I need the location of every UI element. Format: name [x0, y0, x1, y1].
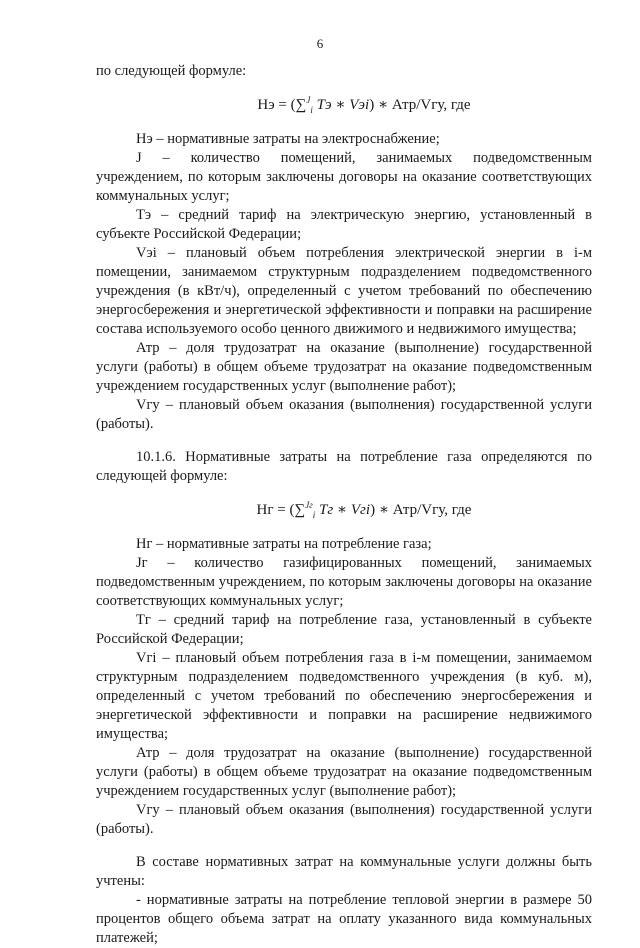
definition-paragraph: Нэ – нормативные затраты на электроснабжение;: [136, 131, 440, 147]
definition-paragraph: Vгу – плановый объем оказания (выполнения) государственной услуги (работы).: [96, 397, 592, 432]
formula-rest: ∗ Атр/Vгу, где: [377, 97, 471, 113]
definition-paragraph: Нг – нормативные затраты на потребление газа;: [136, 536, 432, 552]
section-heading: 10.1.6. Нормативные затраты на потребление газа определяются по следующей формуле:: [96, 449, 592, 484]
formula-intro: по следующей формуле:: [96, 63, 247, 79]
formula-inner: Тэ ∗ Vэi: [316, 97, 370, 113]
definition-paragraph: J – количество помещений, занимаемых подведомственным учреждением, по которым заключены договоры на оказание соответствующих коммунальных услуг;: [96, 150, 592, 204]
definition-paragraph: Jг – количество газифицированных помещений, занимаемых подведомственным учреждением, по которым заключены договоры на оказание соответствующих коммунальных услуг;: [96, 555, 592, 609]
sum-lower: i: [312, 510, 316, 520]
closing-intro: В составе нормативных затрат на коммунальные услуги должны быть учтены:: [96, 854, 592, 889]
page-number: 6: [316, 36, 324, 51]
definition-paragraph: Тэ – средний тариф на электрическую энергию, установленный в субъекте Российской Федерации;: [96, 207, 592, 242]
definition-paragraph: Vэi – плановый объем потребления электрической энергии в i-м помещении, занимаемом структурным подразделением подведомственного учреждения (в кВт/ч), определенный с учетом требований по обеспечению энергосбережения и энергетической эффективности и поправки на расширение состава используемого особо ценного движимого и недвижимого имущества;: [96, 245, 592, 337]
definition-paragraph: Атр – доля трудозатрат на оказание (выполнение) государственной услуги (работы) в общем объеме трудозатрат на оказание подведомственным учреждением государственных услуг (выполнение работ);: [96, 340, 592, 394]
electricity-formula: Нэ = (∑$^J_i$ Тэ ∗ Vэi) ∗ Атр/Vгу, где: [257, 95, 471, 115]
definition-paragraph: Тг – средний тариф на потребление газа, установленный в субъекте Российской Федерации;: [96, 612, 592, 647]
formula-inner: Тг ∗ Vгi: [318, 502, 371, 518]
formula-rest: ∗ Атр/Vгу, где: [378, 502, 472, 518]
sum-lower: i: [310, 105, 313, 115]
formula-lhs: Нг =: [256, 502, 286, 518]
definition-paragraph: Vгу – плановый объем оказания (выполнения) государственной услуги (работы).: [96, 802, 592, 837]
definition-paragraph: Vгi – плановый объем потребления газа в i-м помещении, занимаемом структурным подразделением подведомственного учреждения (в куб. м), определенный с учетом требований по обеспечению энергосбережения и энергетической эффективности и поправки на расширение недвижимого имущества;: [96, 650, 592, 742]
formula-lhs: Нэ =: [257, 97, 287, 113]
list-item: - нормативные затраты на потребление тепловой энергии в размере 50 процентов общего объема затрат на оплату указанного вида коммунальных платежей;: [96, 892, 592, 946]
sum-upper: Jг: [305, 500, 313, 510]
definition-paragraph: Атр – доля трудозатрат на оказание (выполнение) государственной услуги (работы) в общем объеме трудозатрат на оказание подведомственным учреждением государственных услуг (выполнение работ);: [96, 745, 592, 799]
gas-formula: Нг = (∑$^{Jг}_i$ Тг ∗ Vгi) ∗ Атр/Vгу, где: [256, 500, 472, 520]
sum-upper: J: [306, 95, 311, 105]
document-body: [96, 62, 592, 948]
